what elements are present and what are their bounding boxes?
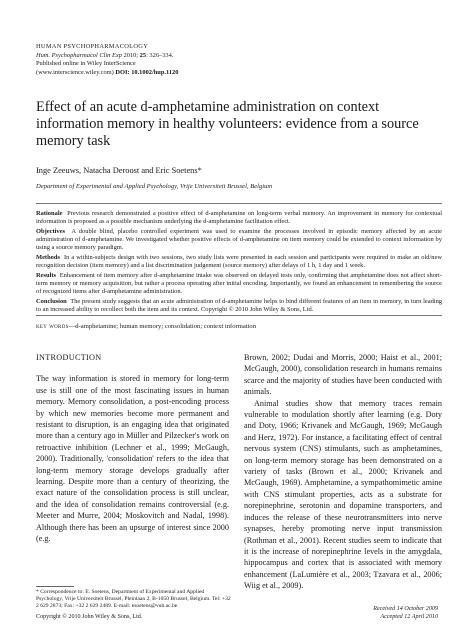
journal-name: HUMAN PSYCHOPHARMACOLOGY xyxy=(36,43,149,50)
methods-label: Methods xyxy=(36,253,60,261)
authors: Inge Zeeuws, Natacha Deroost and Eric Soetens* xyxy=(36,166,202,175)
keywords-label: key words xyxy=(36,323,69,330)
received-dates xyxy=(373,606,438,621)
article-title: Effect of an acute d-amphetamine administration on context information memory in healthy volunteers: evidence from a source memory task xyxy=(36,99,419,150)
abstract-conclusion xyxy=(36,298,442,315)
doi-line xyxy=(36,69,336,78)
abstract-rationale xyxy=(36,210,442,227)
abstract xyxy=(36,210,442,315)
correspondence-footnote: * Correspondence to: E. Soetens, Department of Experimental and Applied Psychology, Vrije Universiteit Brussel, Pleinlaan 2, B-1050 Brussel, Belgium. Tel: +32 2 629 2873; Fax: +32 2 629 2489. E-mail: esoetens@vub.ac.be xyxy=(36,589,231,610)
journal-citation xyxy=(36,52,336,61)
introduction-paragraph-3: Animal studies show that memory traces remain vulnerable to modulation shortly after learning (e.g. Doty and Doty, 1966; Krivanek and McGaugh, 1969; McGaugh and Herz, 1972). For instance, a facilitating effect of central nervous system (CNS) stimulants, such as amphetamines, on long-term memory storage has been demonstrated on a variety of tasks (Brown et al., 2000; Krivanek and McGaugh, 1969). Amphetamine, a sympathomimetic amine with CNS stimulant properties, acts as a substrate for norepinephrine, serotonin and dopamine transporters, and induces the release of these neurotransmitters into nerve synapses, hereby promoting nerve input transmission (Rothman et al., 2001). Recent studies seem to indicate that it is the increase of norepinephrine levels in the amygdala, hippocampus and cortex that is associated with memory enhancement (LaLumière et al., 2003; Tzavara et al., 2006; Wiig et al., 2009). xyxy=(244,398,442,591)
citation-year: 2010; xyxy=(121,51,140,59)
keywords-text: —d-amphetamine; human memory; consolidation; context information xyxy=(68,323,257,330)
journal-abbrev: Hum. Psychopharmacol Clin Exp xyxy=(36,51,122,59)
copyright-footer: Copyright © 2010 John Wiley & Sons, Ltd. xyxy=(36,614,143,620)
abstract-methods xyxy=(36,254,442,271)
accepted-date: Accepted 12 April 2010 xyxy=(380,613,438,620)
conclusion-label: Conclusion xyxy=(36,297,67,305)
rationale-label: Rationale xyxy=(36,210,63,217)
introduction-paragraph-1: The way information is stored in memory for long-term use is still one of the most fascinating issues in human memory. Memory consolidation, a post-encoding process by which new memories become more permanent and resistant to disruption, is an engaging idea that originated more than a century ago in Müller and Pilzecker's work on retroactive inhibition (Lechner et al., 1999; McGaugh, 2000). Traditionally, 'consolidation' refers to the idea that long-term memory storage develops gradually after learning. Despite more than a century of theorizing, the exact nature of the consolidation process is still unclear, and the idea of consolidation remains controversial (e.g. Meeter and Murre, 2004; Moskovitch and Nadal, 1998). Although there has been an upsurge of interest since 2000 (e.g. xyxy=(36,374,229,544)
results-text: Enhancement of item memory after d-amphetamine intake was observed on delayed tests only, confirming that amphetamine does not affect short-term memory or memory acquisition, but rather a process operating after initial encoding. Importantly, we found an enhancement in remembering the source of recognized items after d-amphetamine administration. xyxy=(36,271,442,296)
left-column xyxy=(36,352,229,545)
affiliation: Department of Experimental and Applied Psychology, Vrije Universiteit Brussel, Belgium xyxy=(36,183,273,190)
publisher-url[interactable]: (www.interscience.wiley.com) xyxy=(36,68,116,76)
abstract-top-rule xyxy=(36,203,442,204)
introduction-paragraph-2: Brown, 2002; Dudai and Morris, 2000; Haist et al., 2001; McGaugh, 2000), consolidation research in humans remains scarce and the majority of studies have been conducted with animals. xyxy=(244,353,442,397)
methods-text: In a within-subjects design with two sessions, two study lists were presented in each session and participants were required to make an old/new recognition decision (item memory) and a list discrimination judgement (source memory) after delays of 1 h, 1 day and 1 week. xyxy=(36,253,443,270)
footnote-rule xyxy=(36,586,74,587)
objectives-label: Objectives xyxy=(36,227,65,235)
journal-header xyxy=(36,43,336,77)
keywords xyxy=(36,323,256,330)
citation-pages: : 326–334. xyxy=(146,51,174,59)
abstract-results xyxy=(36,272,442,297)
received-date: Received 14 October 2009 xyxy=(373,606,438,612)
abstract-objectives xyxy=(36,228,442,253)
introduction-heading: INTRODUCTION xyxy=(36,353,102,362)
rationale-text: Previous research demonstrated a positive effect of d-amphetamine on long-term verbal memory. An improvement in memory for contextual information is proposed as a possible mechanism underlying the d-amphetamine facilitation effect. xyxy=(36,210,442,226)
doi[interactable]: DOI: 10.1002/hup.1120 xyxy=(115,68,179,76)
abstract-bottom-rule xyxy=(36,315,442,316)
objectives-text: A double blind, placebo controlled experiment was used to examine the processes involved in episodic memory affected by an acute administration of d-amphetamine. We investigated whether positive effects of d-amphetamine on item memory could be extended to context information by using a source memory paradigm. xyxy=(36,227,443,252)
published-online: Published online in Wiley InterScience xyxy=(36,60,136,68)
right-column xyxy=(244,352,442,592)
results-label: Results xyxy=(36,271,57,279)
conclusion-text: The present study suggests that an acute administration of d-amphetamine helps to bind different features of an item in memory, in turn leading to an increased ability to recollect both the item and its context. Copyright © 2010 John Wiley & Sons, Ltd. xyxy=(36,297,443,313)
citation-volume: 25 xyxy=(139,51,147,59)
